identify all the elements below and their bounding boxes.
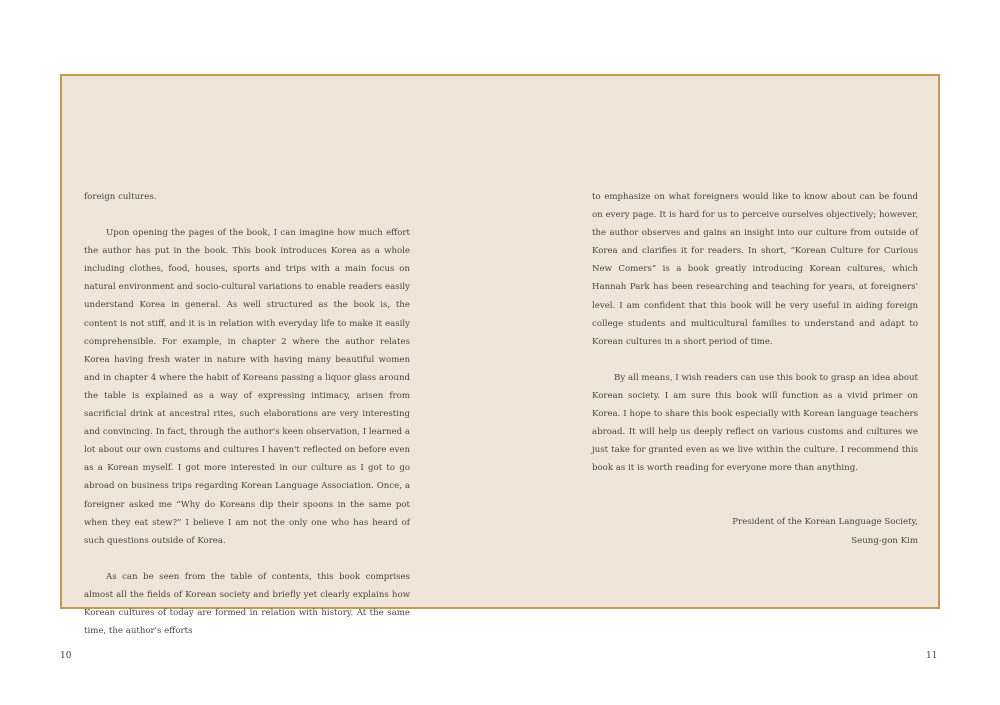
page-number-left: 10	[60, 651, 72, 661]
page-number-right: 11	[926, 651, 938, 661]
signature-title: President of the Korean Language Society,	[732, 517, 918, 528]
left-paragraph-3: As can be seen from the table of contents, this book comprises almost all the fields of Korean society and briefly yet clearly explains how Korean cultures of today are formed in relation with history. At the same time, the author's efforts	[84, 571, 410, 637]
right-paragraph-1: to emphasize on what foreigners would like to know about can be found on every page. It is hard for us to perceive ourselves objectively; however, the author observes and gains an insight into our culture from outside of Korea and clarifies it for readers. In short, “Korean Culture for Curious New Comers” is a book greatly introducing Korean cultures, which Hannah Park has been researching and teaching for years, at foreigners' level. I am confident that this book will be very useful in aiding foreign college students and multicultural families to understand and adapt to Korean cultures in a short period of time.	[592, 192, 918, 347]
left-paragraph-1: foreign cultures.	[84, 192, 157, 202]
right-paragraph-2: By all means, I wish readers can use this book to grasp an idea about Korean society. I am sure this book will function as a vivid primer on Korea. I hope to share this book especially with Korean language teachers abroad. It will help us deeply reflect on various customs and cultures we just take for granted even as we live within the culture. I recommend this book as it is worth reading for everyone more than anything.	[592, 372, 918, 474]
signature-name: Seung-gon Kim	[851, 535, 918, 546]
left-page-column	[84, 188, 410, 640]
left-paragraph-2: Upon opening the pages of the book, I can imagine how much effort the author has put in the book. This book introduces Korea as a whole including clothes, food, houses, sports and trips with a main focus on natural environment and socio-cultural variations to enable readers easily understand Korea in general. As well structured as the book is, the content is not stiff, and it is in relation with everyday life to make it easily comprehensible. For example, in chapter 2 where the author relates Korea having fresh water in nature with having many beautiful women and in chapter 4 where the habit of Koreans passing a liquor glass around the table is explained as a way of expressing intimacy, arisen from sacrificial drink at ancestral rites, such elaborations are very interesting and convincing. In fact, through the author's keen observation, I learned a lot about our own customs and cultures I haven't reflected on before even as a Korean myself. I got more interested in our culture as I got to go abroad on business trips regarding Korean Language Association. Once, a foreigner asked me “Why do Koreans dip their spoons in the same pot when they eat stew?” I believe I am not the only one who has heard of such questions outside of Korea.	[84, 228, 410, 546]
text-frame	[60, 74, 940, 637]
right-page-column	[592, 188, 918, 550]
